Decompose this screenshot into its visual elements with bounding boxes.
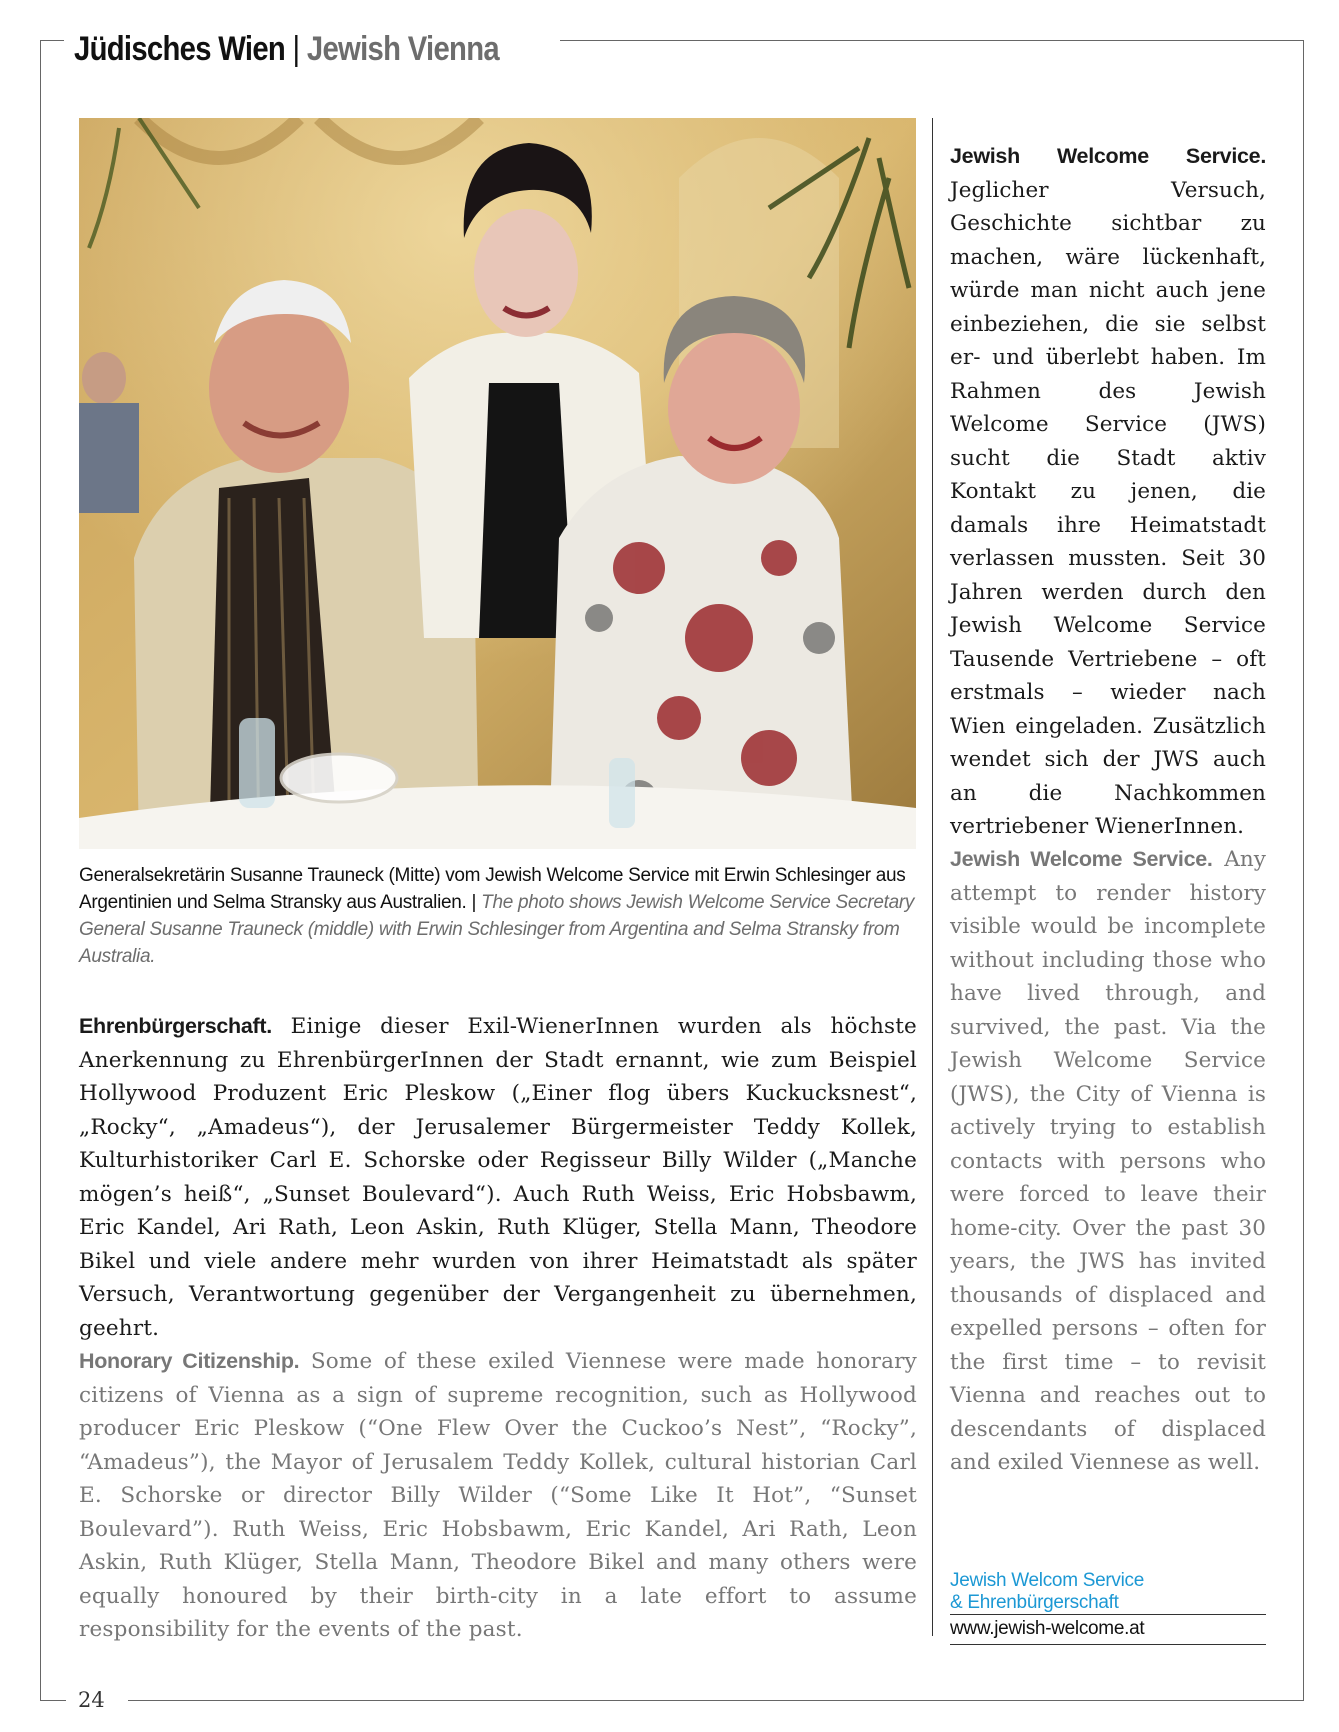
frame-line <box>40 40 64 41</box>
sidebar-jws-en <box>950 843 1266 1480</box>
header-title-de: Jüdisches Wien <box>74 30 286 68</box>
caption-de: Generalsekretärin Susanne Trauneck (Mitte) vom Jewish Welcome Service mit Erwin Schlesinger aus Argentinien und Selma Stransky aus Australien. | <box>79 865 906 913</box>
header-title-en: Jewish Vienna <box>306 30 499 68</box>
frame-line <box>40 1600 41 1700</box>
frame-line <box>40 40 41 1600</box>
frame-line <box>1303 40 1304 1700</box>
sidebar-lead: Jewish Welcome Service. <box>950 144 1266 168</box>
link-title-line-2: & Ehrenbürgerschaft <box>950 1592 1119 1613</box>
paragraph-lead: Ehrenbürgerschaft. <box>79 1014 272 1038</box>
paragraph-lead: Honorary Citizenship. <box>79 1349 300 1373</box>
photo-caption <box>79 862 919 970</box>
frame-line <box>560 40 1304 41</box>
link-divider <box>950 1614 1266 1615</box>
header-separator: | <box>292 30 300 68</box>
paragraph-body: Einige dieser Exil-WienerInnen wurden als höchste Anerkennung zu EhrenbürgerInnen der Stadt ernannt, wie zum Beispiel Hollywood Produzent Eric Pleskow („Einer flog übers Kuckucksnest“, „Rocky“, „Amadeus“), der Jerusalemer Bürgermeister Teddy Kollek, Kulturhistoriker Carl E. Schorske oder Regisseur Billy Wilder („Manche mögen’s heiß“, „Sunset Boulevard“). Auch Ruth Weiss, Eric Hobsbawm, Eric Kandel, Ari Rath, Leon Askin, Ruth Klüger, Stella Mann, Theodore Bikel und viele andere mehr wurden von ihrer Heimatstadt als später Versuch, Verantwortung gegenüber der Vergangenheit zu übernehmen, geehrt. <box>79 1014 917 1341</box>
page-header <box>74 30 499 69</box>
paragraph-body: Some of these exiled Viennese were made honorary citizens of Vienna as a sign of supreme recognition, such as Hollywood producer Eric Pleskow (“One Flew Over the Cuckoo’s Nest”, “Rocky”, “Amadeus”), the Mayor of Jerusalem Teddy Kollek, cultural historian Carl E. Schorske or director Billy Wilder (“Some Like It Hot”, “Sunset Boulevard”). Ruth Weiss, Eric Hobsbawm, Eric Kandel, Ari Rath, Leon Askin, Ruth Klüger, Stella Mann, Theodore Bikel and many others were equally honoured by their birth-city in a late effort to assume responsibility for the events of the past. <box>79 1349 917 1642</box>
sidebar-body: Any attempt to render history visible would be incomplete without including those who have lived through, and survived, the past. Via the Jewish Welcome Service (JWS), the City of Vienna is actively trying to establish contacts with persons who were forced to leave their home-city. Over the past 30 years, the JWS has invited thousands of displaced and expelled persons – often for the first time – to revisit Vienna and reaches out to descendants of displaced and exiled Viennese as well. <box>950 847 1267 1475</box>
paragraph-honorary-citizenship-de <box>79 1010 917 1345</box>
paragraph-honorary-citizenship-en <box>79 1345 917 1647</box>
frame-line <box>40 1700 66 1701</box>
website-link[interactable]: www.jewish-welcome.at <box>950 1618 1145 1639</box>
sidebar-jws-de <box>950 140 1266 844</box>
link-title-line-1: Jewish Welcom Service <box>950 1570 1144 1591</box>
article-photo <box>79 118 916 849</box>
sidebar-body: Jeglicher Versuch, Geschichte sichtbar zu machen, wäre lückenhaft, würde man nicht auch jene einbeziehen, die sie selbst er- und überlebt haben. Im Rahmen des Jewish Welcome Service (JWS) sucht die Stadt aktiv Kontakt zu jenen, die damals ihre Heimatstadt verlassen mussten. Seit 30 Jahren werden durch den Jewish Welcome Service Tausende Vertriebene – oft erstmals – wieder nach Wien eingeladen. Zusätzlich wendet sich der JWS auch an die Nachkommen vertriebener WienerInnen. <box>950 177 1266 839</box>
column-divider <box>932 118 933 1636</box>
caption-en: The photo shows Jewish Welcome Service Secretary General Susanne Trauneck (middle) with Erwin Schlesinger from Argentina and Selma Stransky from Australia. <box>79 892 915 967</box>
sidebar-lead: Jewish Welcome Service. <box>950 847 1213 871</box>
link-box-title <box>950 1570 1266 1614</box>
page-number: 24 <box>78 1688 105 1712</box>
frame-line <box>128 1700 1304 1701</box>
link-divider <box>950 1644 1266 1645</box>
